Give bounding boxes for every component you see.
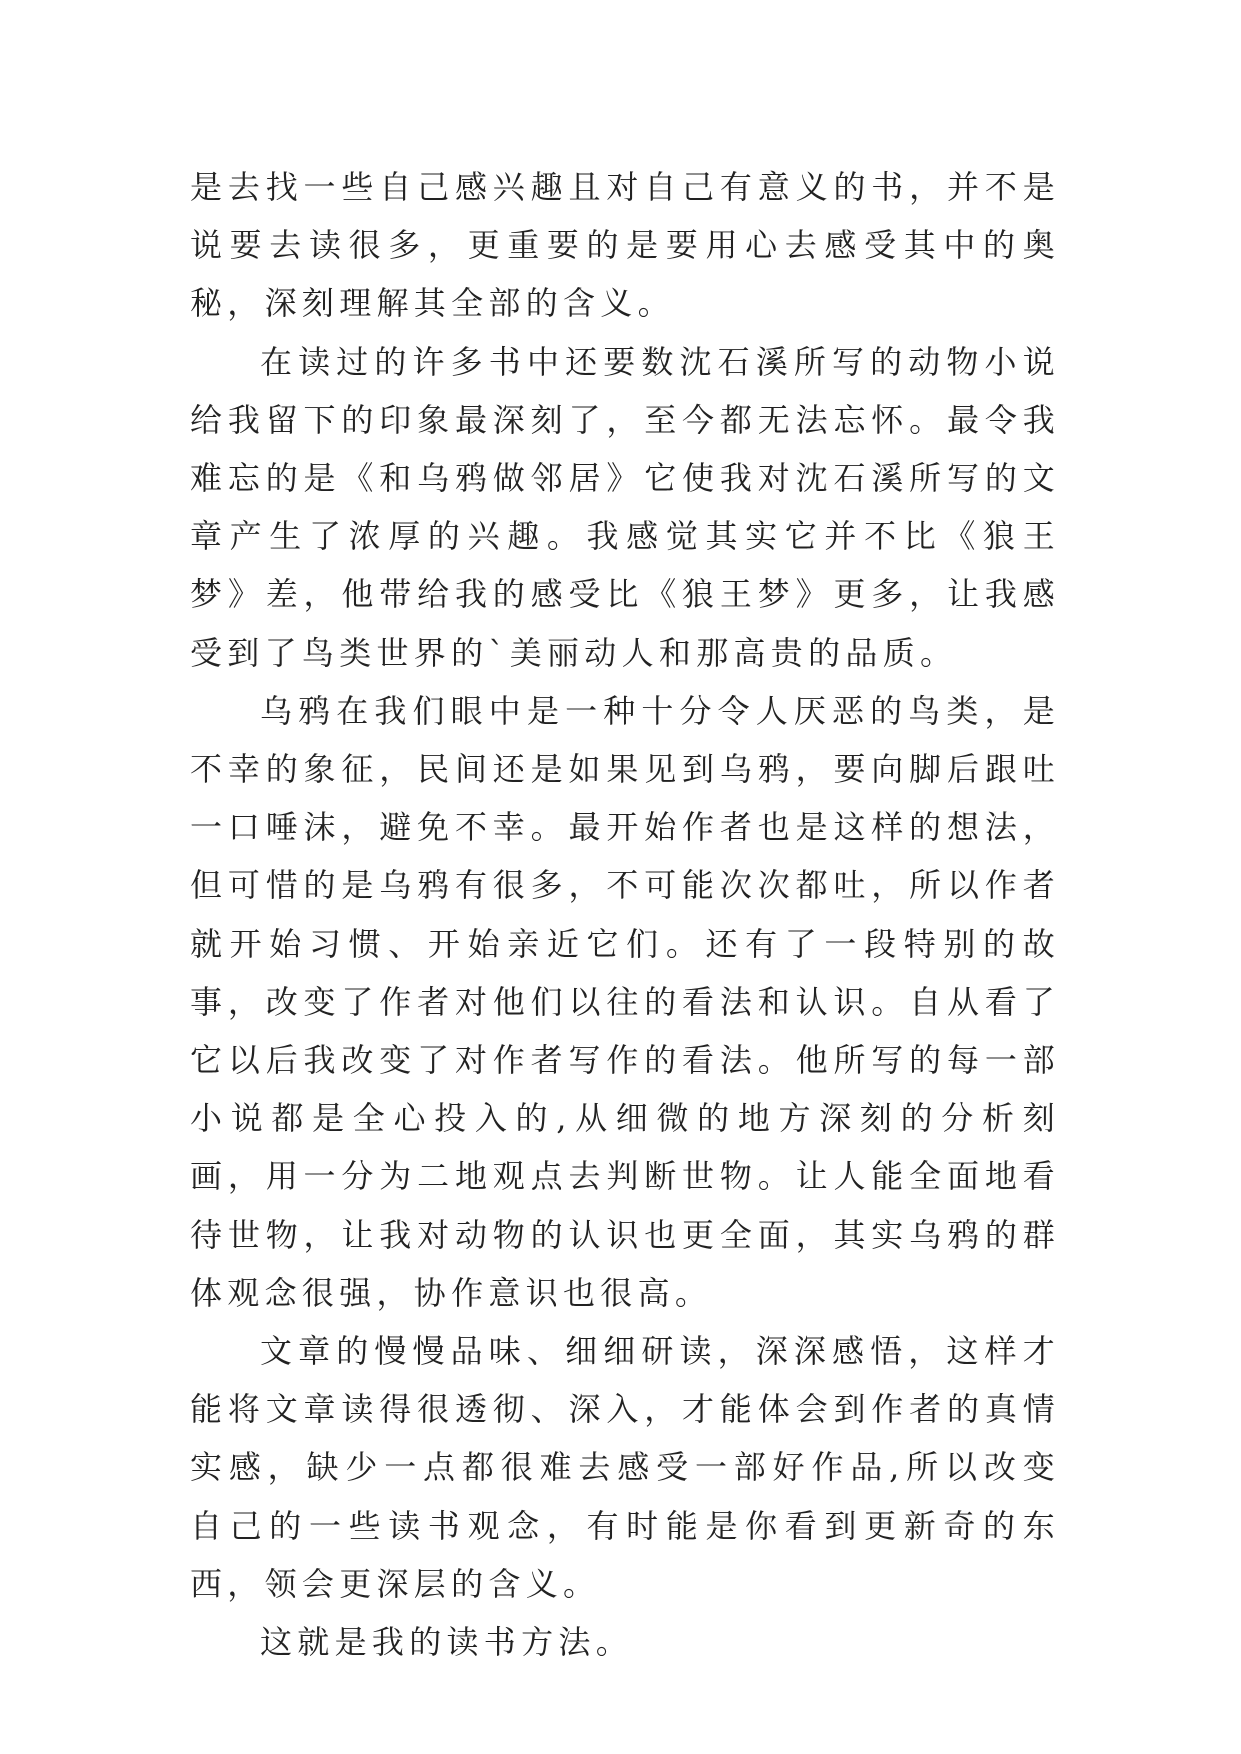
paragraph-3: 乌鸦在我们眼中是一种十分令人厌恶的鸟类，是不幸的象征，民间还是如果见到乌鸦，要向脚后跟吐一口唾沫，避免不幸。最开始作者也是这样的想法，但可惜的是乌鸦有很多，不可能次次都吐，所以作者就开始习惯、开始亲近它们。还有了一段特别的故事，改变了作者对他们以往的看法和认识。自从看了它以后我改变了对作者写作的看法。他所写的每一部小说都是全心投入的,从细微的地方深刻的分析刻画，用一分为二地观点去判断世物。让人能全面地看待世物，让我对动物的认识也更全面，其实乌鸦的群体观念很强，协作意识也很高。 [190, 691, 1060, 1312]
paragraph-2: 在读过的许多书中还要数沈石溪所写的动物小说给我留下的印象最深刻了，至今都无法忘怀。最令我难忘的是《和乌鸦做邻居》它使我对沈石溪所写的文章产生了浓厚的兴趣。我感觉其实它并不比《狼王梦》差，他带给我的感受比《狼王梦》更多，让我感受到了鸟类世界的`美丽动人和那高贵的品质。 [190, 342, 1060, 672]
paragraph-5: 这就是我的读书方法。 [260, 1623, 634, 1662]
paragraph-4: 文章的慢慢品味、细细研读，深深感悟，这样才能将文章读得很透彻、深入，才能体会到作者的真情实感，缺少一点都很难去感受一部好作品,所以改变自己的一些读书观念，有时能是你看到更新奇的东西，领会更深层的含义。 [190, 1332, 1060, 1603]
document-body [190, 158, 1060, 1671]
paragraph-1: 是去找一些自己感兴趣且对自己有意义的书，并不是说要去读很多，更重要的是要用心去感受其中的奥秘，深刻理解其全部的含义。 [190, 168, 1060, 323]
